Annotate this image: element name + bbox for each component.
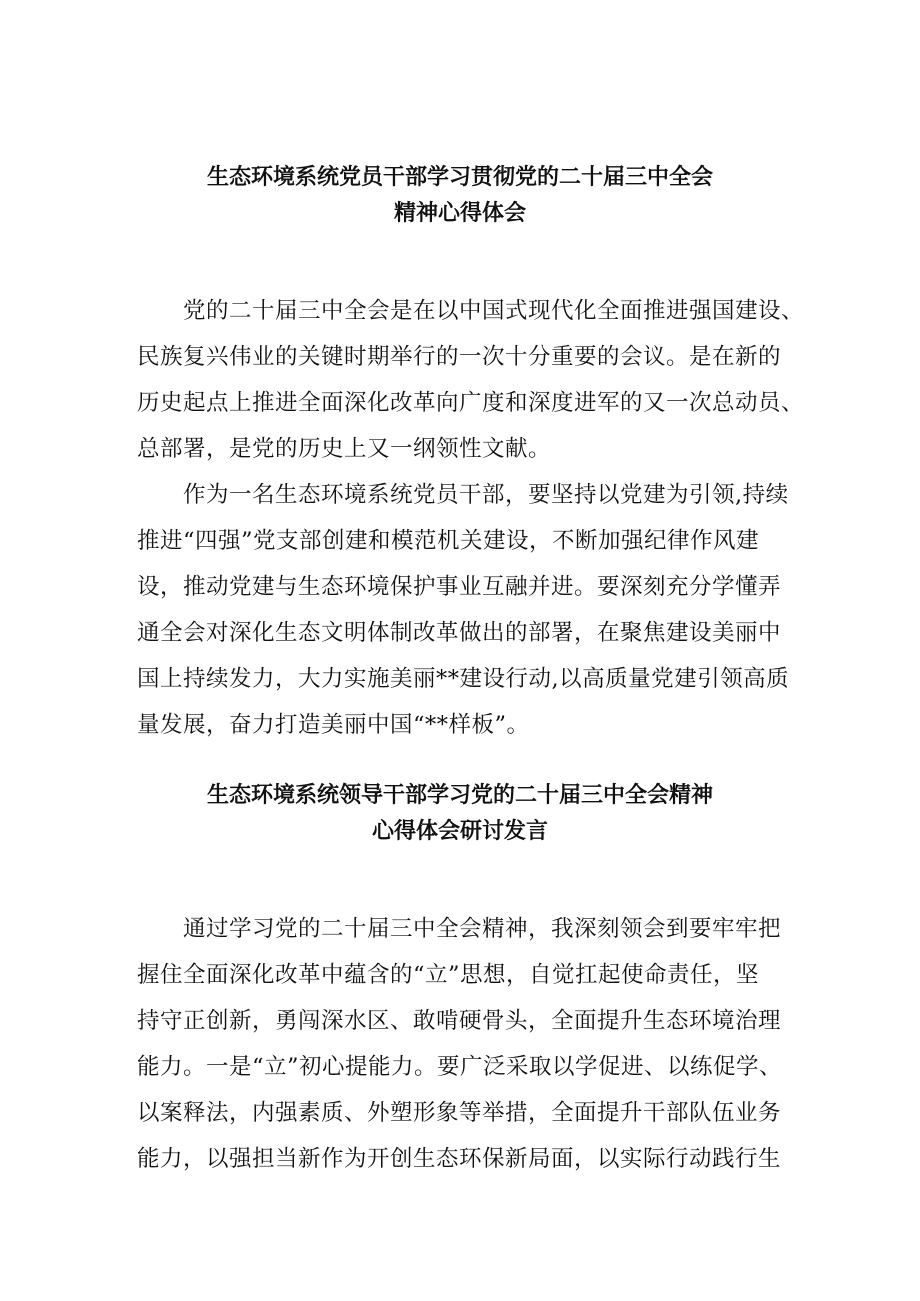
article1-para2-line: 国上持续发力，大力实施美丽**建设行动,以高质量党建引领高质 <box>137 666 790 692</box>
article2-para1-line: 握住全面深化改革中蕴含的“立”思想，自觉扛起使命责任，坚 <box>137 962 760 988</box>
article2-para1-line: 能力，以强担当新作为开创生态环保新局面，以实际行动践行生 <box>137 1146 782 1172</box>
article2-title-line2: 心得体会研讨发言 <box>371 819 548 844</box>
article2-para1-line: 持守正创新，勇闯深水区、敢啃硬骨头，全面提升生态环境治理 <box>137 1008 782 1034</box>
article2-para1-line: 以案释法，内强素质、外塑形象等举措，全面提升干部队伍业务 <box>137 1100 782 1126</box>
article1-para1-line: 民族复兴伟业的关键时期举行的一次十分重要的会议。是在新的 <box>137 344 782 370</box>
article1-title-line1: 生态环境系统党员干部学习贯彻党的二十届三中全会 <box>206 165 713 190</box>
article1-para1-line: 总部署，是党的历史上又一纲领性文献。 <box>137 436 552 462</box>
article1-para2-line: 量发展，奋力打造美丽中国“**样板”。 <box>137 712 530 738</box>
article1-para2-line: 作为一名生态环境系统党员干部，要坚持以党建为引领,持续 <box>183 482 789 508</box>
article1-para1-line: 历史起点上推进全面深化改革向广度和深度进军的又一次总动员、 <box>137 390 805 416</box>
article2-para1-line: 通过学习党的二十届三中全会精神，我深刻领会到要牢牢把 <box>183 916 782 942</box>
article2-title-line1: 生态环境系统领导干部学习党的二十届三中全会精神 <box>206 783 713 808</box>
article2-para1-line: 能力。一是“立”初心提能力。要广泛采取以学促进、以练促学、 <box>137 1054 783 1080</box>
article1-title <box>0 160 920 232</box>
article1-title-line2: 精神心得体会 <box>393 201 526 226</box>
article1-para2-line: 推进“四强”党支部创建和模范机关建设，不断加强纪律作风建 <box>137 528 760 554</box>
article1-para2-line: 设，推动党建与生态环境保护事业互融并进。要深刻充分学懂弄 <box>137 574 782 600</box>
article1-para1-line: 党的二十届三中全会是在以中国式现代化全面推进强国建设、 <box>183 298 805 324</box>
article2-title <box>0 778 920 850</box>
article1-para2-line: 通全会对深化生态文明体制改革做出的部署，在聚焦建设美丽中 <box>137 620 782 646</box>
